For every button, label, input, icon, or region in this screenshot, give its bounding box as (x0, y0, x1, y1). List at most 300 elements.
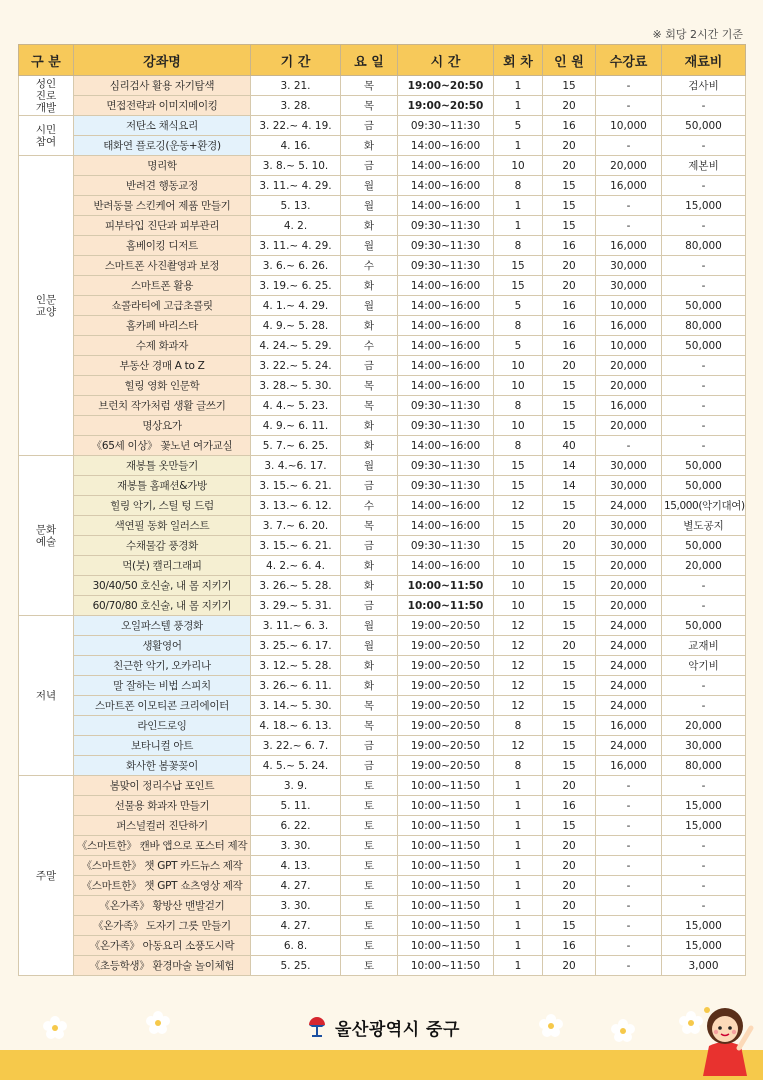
capacity-cell: 20 (543, 156, 596, 176)
fee-cell: 24,000 (596, 496, 662, 516)
course-cell: 생활영어 (74, 636, 251, 656)
period-cell: 3. 15.~ 6. 21. (251, 536, 341, 556)
capacity-cell: 20 (543, 536, 596, 556)
period-cell: 4. 27. (251, 916, 341, 936)
table-row (19, 696, 746, 716)
fee-cell: 10,000 (596, 336, 662, 356)
fee-cell: 24,000 (596, 616, 662, 636)
fee-cell: 20,000 (596, 416, 662, 436)
capacity-cell: 16 (543, 936, 596, 956)
capacity-cell: 15 (543, 816, 596, 836)
table-row (19, 616, 746, 636)
material-cell: - (662, 436, 746, 456)
material-cell: - (662, 856, 746, 876)
fee-cell: 30,000 (596, 276, 662, 296)
fee-cell: 20,000 (596, 376, 662, 396)
capacity-cell: 15 (543, 916, 596, 936)
time-cell: 19:00~20:50 (398, 636, 494, 656)
sessions-cell: 10 (494, 596, 543, 616)
period-cell: 3. 12.~ 5. 28. (251, 656, 341, 676)
course-cell: 《65세 이상》 꽃노년 여가교실 (74, 436, 251, 456)
time-cell: 14:00~16:00 (398, 356, 494, 376)
period-cell: 3. 11.~ 6. 3. (251, 616, 341, 636)
sessions-cell: 15 (494, 276, 543, 296)
material-cell: - (662, 696, 746, 716)
day-cell: 화 (341, 136, 398, 156)
fee-cell: - (596, 796, 662, 816)
footer-band (0, 1050, 763, 1080)
time-cell: 14:00~16:00 (398, 296, 494, 316)
sessions-cell: 1 (494, 796, 543, 816)
time-cell: 10:00~11:50 (398, 796, 494, 816)
course-cell: 면접전략과 이미지메이킹 (74, 96, 251, 116)
table-row (19, 436, 746, 456)
day-cell: 금 (341, 156, 398, 176)
material-cell: 20,000 (662, 716, 746, 736)
capacity-cell: 20 (543, 276, 596, 296)
time-cell: 09:30~11:30 (398, 456, 494, 476)
time-cell: 14:00~16:00 (398, 336, 494, 356)
capacity-cell: 16 (543, 116, 596, 136)
sessions-cell: 1 (494, 896, 543, 916)
table-row (19, 96, 746, 116)
material-cell: - (662, 776, 746, 796)
day-cell: 목 (341, 396, 398, 416)
time-cell: 19:00~20:50 (398, 656, 494, 676)
period-cell: 4. 4.~ 5. 23. (251, 396, 341, 416)
material-cell: 검사비 (662, 76, 746, 96)
fee-cell: - (596, 836, 662, 856)
material-cell: - (662, 896, 746, 916)
capacity-cell: 15 (543, 496, 596, 516)
time-cell: 09:30~11:30 (398, 116, 494, 136)
period-cell: 3. 25.~ 6. 17. (251, 636, 341, 656)
day-cell: 수 (341, 496, 398, 516)
day-cell: 월 (341, 176, 398, 196)
course-cell: 오일파스텔 풍경화 (74, 616, 251, 636)
course-cell: 심리검사 활용 자기탐색 (74, 76, 251, 96)
material-cell: 15,000(악기대여) (662, 496, 746, 516)
sessions-cell: 12 (494, 736, 543, 756)
period-cell: 4. 9.~ 5. 28. (251, 316, 341, 336)
course-cell: 명상요가 (74, 416, 251, 436)
material-cell: - (662, 356, 746, 376)
day-cell: 월 (341, 636, 398, 656)
sessions-cell: 12 (494, 656, 543, 676)
period-cell: 4. 1.~ 4. 29. (251, 296, 341, 316)
time-cell: 09:30~11:30 (398, 396, 494, 416)
capacity-cell: 15 (543, 396, 596, 416)
fee-cell: 30,000 (596, 516, 662, 536)
day-cell: 토 (341, 816, 398, 836)
table-row (19, 956, 746, 976)
fee-cell: - (596, 936, 662, 956)
table-row (19, 236, 746, 256)
day-cell: 목 (341, 76, 398, 96)
course-cell: 재봉틀 홈패션&가방 (74, 476, 251, 496)
time-cell: 14:00~16:00 (398, 316, 494, 336)
capacity-cell: 20 (543, 836, 596, 856)
period-cell: 3. 8.~ 5. 10. (251, 156, 341, 176)
sessions-cell: 12 (494, 676, 543, 696)
period-cell: 3. 22.~ 4. 19. (251, 116, 341, 136)
capacity-cell: 14 (543, 476, 596, 496)
course-cell: 말 잘하는 비법 스피치 (74, 676, 251, 696)
time-cell: 14:00~16:00 (398, 376, 494, 396)
capacity-cell: 15 (543, 556, 596, 576)
capacity-cell: 20 (543, 96, 596, 116)
flower-icon (145, 1010, 171, 1036)
sessions-cell: 12 (494, 636, 543, 656)
time-cell: 14:00~16:00 (398, 156, 494, 176)
material-cell: 20,000 (662, 556, 746, 576)
period-cell: 5. 11. (251, 796, 341, 816)
capacity-cell: 16 (543, 336, 596, 356)
sessions-cell: 5 (494, 336, 543, 356)
table-row (19, 676, 746, 696)
course-cell: 힐링 악기, 스틸 텅 드럼 (74, 496, 251, 516)
fee-cell: 16,000 (596, 236, 662, 256)
column-header: 강좌명 (74, 45, 251, 76)
time-cell: 19:00~20:50 (398, 616, 494, 636)
material-cell: 제본비 (662, 156, 746, 176)
sessions-cell: 10 (494, 416, 543, 436)
sessions-cell: 1 (494, 816, 543, 836)
fee-cell: 10,000 (596, 116, 662, 136)
time-cell: 14:00~16:00 (398, 496, 494, 516)
course-cell: 스마트폰 이모티콘 크리에이터 (74, 696, 251, 716)
day-cell: 금 (341, 596, 398, 616)
period-cell: 3. 7.~ 6. 20. (251, 516, 341, 536)
sessions-cell: 1 (494, 196, 543, 216)
course-cell: 수채물감 풍경화 (74, 536, 251, 556)
fee-cell: - (596, 916, 662, 936)
course-cell: 힐링 영화 인문학 (74, 376, 251, 396)
time-cell: 14:00~16:00 (398, 136, 494, 156)
sessions-cell: 15 (494, 476, 543, 496)
capacity-cell: 15 (543, 76, 596, 96)
material-cell: - (662, 376, 746, 396)
fee-cell: 30,000 (596, 476, 662, 496)
capacity-cell: 15 (543, 696, 596, 716)
category-cell: 저녁 (19, 616, 74, 776)
period-cell: 3. 30. (251, 896, 341, 916)
capacity-cell: 15 (543, 576, 596, 596)
period-cell: 5. 25. (251, 956, 341, 976)
table-row (19, 156, 746, 176)
capacity-cell: 20 (543, 636, 596, 656)
sessions-cell: 1 (494, 96, 543, 116)
capacity-cell: 20 (543, 856, 596, 876)
material-cell: - (662, 416, 746, 436)
capacity-cell: 16 (543, 236, 596, 256)
column-header: 인 원 (543, 45, 596, 76)
capacity-cell: 15 (543, 376, 596, 396)
time-cell: 14:00~16:00 (398, 516, 494, 536)
capacity-cell: 16 (543, 796, 596, 816)
sessions-cell: 1 (494, 956, 543, 976)
table-row (19, 256, 746, 276)
time-cell: 10:00~11:50 (398, 776, 494, 796)
period-cell: 4. 16. (251, 136, 341, 156)
time-cell: 09:30~11:30 (398, 476, 494, 496)
table-row (19, 196, 746, 216)
course-cell: 반려견 행동교정 (74, 176, 251, 196)
column-header: 수강료 (596, 45, 662, 76)
capacity-cell: 20 (543, 956, 596, 976)
time-cell: 14:00~16:00 (398, 176, 494, 196)
day-cell: 토 (341, 896, 398, 916)
day-cell: 월 (341, 196, 398, 216)
time-cell: 19:00~20:50 (398, 716, 494, 736)
material-cell: - (662, 256, 746, 276)
fee-cell: - (596, 216, 662, 236)
material-cell: 15,000 (662, 936, 746, 956)
fee-cell: 30,000 (596, 456, 662, 476)
capacity-cell: 40 (543, 436, 596, 456)
table-row (19, 896, 746, 916)
time-cell: 19:00~20:50 (398, 76, 494, 96)
period-cell: 3. 14.~ 5. 30. (251, 696, 341, 716)
period-cell: 5. 13. (251, 196, 341, 216)
course-cell: 퍼스널컬러 진단하기 (74, 816, 251, 836)
table-row (19, 296, 746, 316)
column-header: 요 일 (341, 45, 398, 76)
flower-icon (538, 1013, 564, 1039)
sessions-cell: 15 (494, 516, 543, 536)
table-row (19, 936, 746, 956)
course-cell: 《온가족》 황방산 맨발걷기 (74, 896, 251, 916)
fee-cell: 16,000 (596, 716, 662, 736)
day-cell: 화 (341, 316, 398, 336)
day-cell: 토 (341, 776, 398, 796)
day-cell: 토 (341, 916, 398, 936)
time-cell: 09:30~11:30 (398, 416, 494, 436)
day-cell: 금 (341, 756, 398, 776)
course-cell: 홈베이킹 디저트 (74, 236, 251, 256)
course-schedule-table (18, 44, 746, 976)
table-row (19, 876, 746, 896)
capacity-cell: 15 (543, 616, 596, 636)
material-cell: 50,000 (662, 616, 746, 636)
time-cell: 09:30~11:30 (398, 216, 494, 236)
capacity-cell: 20 (543, 356, 596, 376)
table-row (19, 716, 746, 736)
period-cell: 3. 4.~6. 17. (251, 456, 341, 476)
sessions-cell: 15 (494, 256, 543, 276)
period-cell: 3. 19.~ 6. 25. (251, 276, 341, 296)
material-cell: 80,000 (662, 316, 746, 336)
city-logo (305, 1013, 460, 1041)
day-cell: 화 (341, 576, 398, 596)
period-cell: 3. 28. (251, 96, 341, 116)
material-cell: 15,000 (662, 796, 746, 816)
material-cell: 30,000 (662, 736, 746, 756)
period-cell: 3. 9. (251, 776, 341, 796)
capacity-cell: 15 (543, 736, 596, 756)
table-row (19, 116, 746, 136)
day-cell: 토 (341, 936, 398, 956)
table-row (19, 556, 746, 576)
table-row (19, 856, 746, 876)
course-cell: 명리학 (74, 156, 251, 176)
fee-cell: 16,000 (596, 316, 662, 336)
day-cell: 토 (341, 856, 398, 876)
day-cell: 토 (341, 796, 398, 816)
period-cell: 3. 13.~ 6. 12. (251, 496, 341, 516)
table-row (19, 176, 746, 196)
column-header: 재료비 (662, 45, 746, 76)
day-cell: 화 (341, 556, 398, 576)
sessions-cell: 12 (494, 616, 543, 636)
sessions-cell: 5 (494, 116, 543, 136)
material-cell: 50,000 (662, 296, 746, 316)
material-cell: - (662, 96, 746, 116)
day-cell: 화 (341, 676, 398, 696)
sessions-cell: 10 (494, 156, 543, 176)
sessions-cell: 1 (494, 216, 543, 236)
day-cell: 수 (341, 336, 398, 356)
table-row (19, 376, 746, 396)
period-cell: 3. 11.~ 4. 29. (251, 236, 341, 256)
material-cell: - (662, 576, 746, 596)
day-cell: 금 (341, 356, 398, 376)
fee-cell: 20,000 (596, 576, 662, 596)
time-cell: 10:00~11:50 (398, 596, 494, 616)
fee-cell: 20,000 (596, 556, 662, 576)
course-cell: 부동산 경매 A to Z (74, 356, 251, 376)
course-cell: 친근한 악기, 오카리나 (74, 656, 251, 676)
column-header: 구 분 (19, 45, 74, 76)
material-cell: 50,000 (662, 536, 746, 556)
table-row (19, 756, 746, 776)
course-cell: 피부타입 진단과 피부관리 (74, 216, 251, 236)
period-cell: 3. 11.~ 4. 29. (251, 176, 341, 196)
period-cell: 4. 9.~ 6. 11. (251, 416, 341, 436)
time-cell: 10:00~11:50 (398, 816, 494, 836)
time-cell: 10:00~11:50 (398, 856, 494, 876)
material-cell: 15,000 (662, 816, 746, 836)
period-cell: 3. 26.~ 5. 28. (251, 576, 341, 596)
material-cell: 80,000 (662, 236, 746, 256)
material-cell: - (662, 876, 746, 896)
fee-cell: - (596, 956, 662, 976)
table-row (19, 916, 746, 936)
period-cell: 3. 22.~ 6. 7. (251, 736, 341, 756)
column-header: 회 차 (494, 45, 543, 76)
table-row (19, 596, 746, 616)
period-cell: 3. 22.~ 5. 24. (251, 356, 341, 376)
table-row (19, 536, 746, 556)
material-cell: - (662, 276, 746, 296)
day-cell: 화 (341, 416, 398, 436)
time-cell: 09:30~11:30 (398, 256, 494, 276)
capacity-cell: 16 (543, 296, 596, 316)
fee-cell: - (596, 96, 662, 116)
period-cell: 3. 30. (251, 836, 341, 856)
period-cell: 4. 2.~ 6. 4. (251, 556, 341, 576)
capacity-cell: 15 (543, 656, 596, 676)
material-cell: - (662, 216, 746, 236)
table-row (19, 316, 746, 336)
period-cell: 3. 28.~ 5. 30. (251, 376, 341, 396)
material-cell: - (662, 176, 746, 196)
material-cell: - (662, 676, 746, 696)
material-cell: 별도공지 (662, 516, 746, 536)
table-row (19, 516, 746, 536)
day-cell: 토 (341, 956, 398, 976)
course-cell: 저탄소 채식요리 (74, 116, 251, 136)
sessions-cell: 8 (494, 756, 543, 776)
period-cell: 6. 22. (251, 816, 341, 836)
fee-cell: 24,000 (596, 696, 662, 716)
fee-cell: 16,000 (596, 176, 662, 196)
fee-cell: - (596, 776, 662, 796)
sessions-cell: 8 (494, 236, 543, 256)
course-cell: 화사한 봄꽃꽂이 (74, 756, 251, 776)
day-cell: 목 (341, 716, 398, 736)
sessions-cell: 1 (494, 856, 543, 876)
capacity-cell: 15 (543, 216, 596, 236)
fee-cell: 16,000 (596, 396, 662, 416)
fee-cell: 20,000 (596, 356, 662, 376)
period-cell: 5. 7.~ 6. 25. (251, 436, 341, 456)
sessions-cell: 8 (494, 176, 543, 196)
material-cell: 50,000 (662, 476, 746, 496)
table-row (19, 576, 746, 596)
sessions-cell: 8 (494, 716, 543, 736)
table-row (19, 456, 746, 476)
day-cell: 금 (341, 536, 398, 556)
sessions-cell: 10 (494, 376, 543, 396)
day-cell: 화 (341, 656, 398, 676)
time-cell: 10:00~11:50 (398, 576, 494, 596)
day-cell: 토 (341, 876, 398, 896)
time-cell: 09:30~11:30 (398, 536, 494, 556)
fee-cell: - (596, 436, 662, 456)
capacity-cell: 16 (543, 316, 596, 336)
sessions-cell: 8 (494, 436, 543, 456)
course-cell: 먹(붓) 캘리그래피 (74, 556, 251, 576)
period-cell: 4. 24.~ 5. 29. (251, 336, 341, 356)
capacity-cell: 20 (543, 516, 596, 536)
sessions-cell: 1 (494, 836, 543, 856)
table-header-row (19, 45, 746, 76)
capacity-cell: 20 (543, 256, 596, 276)
capacity-cell: 15 (543, 596, 596, 616)
time-cell: 10:00~11:50 (398, 916, 494, 936)
day-cell: 목 (341, 376, 398, 396)
material-cell: 악기비 (662, 656, 746, 676)
capacity-cell: 20 (543, 776, 596, 796)
time-cell: 19:00~20:50 (398, 756, 494, 776)
day-cell: 목 (341, 696, 398, 716)
material-cell: 교재비 (662, 636, 746, 656)
period-cell: 4. 27. (251, 876, 341, 896)
fee-cell: 24,000 (596, 636, 662, 656)
day-cell: 월 (341, 236, 398, 256)
course-cell: 태화연 플로깅(운동+환경) (74, 136, 251, 156)
course-cell: 라인드로잉 (74, 716, 251, 736)
period-cell: 3. 6.~ 6. 26. (251, 256, 341, 276)
capacity-cell: 20 (543, 876, 596, 896)
sessions-cell: 8 (494, 396, 543, 416)
city-logo-icon (305, 1015, 329, 1039)
fee-cell: 16,000 (596, 756, 662, 776)
material-cell: - (662, 396, 746, 416)
time-cell: 10:00~11:50 (398, 896, 494, 916)
flower-icon (42, 1015, 68, 1041)
